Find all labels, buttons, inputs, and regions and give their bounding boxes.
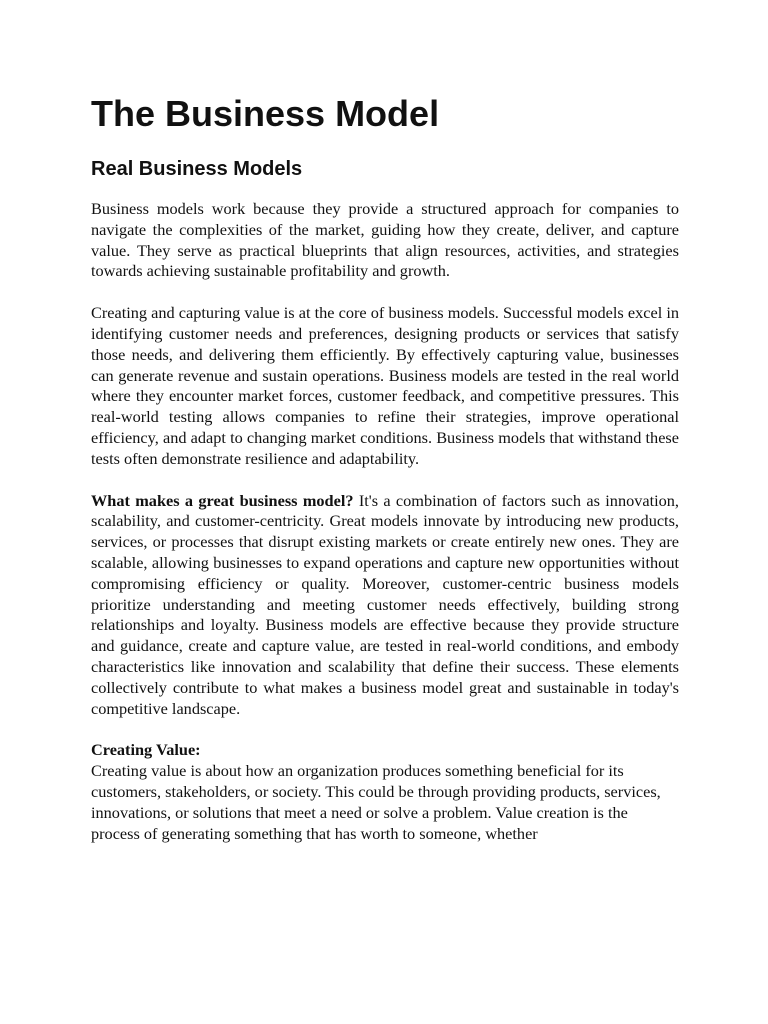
creating-value-heading: Creating Value:: [91, 740, 201, 760]
page-title: The Business Model: [91, 93, 440, 134]
section-subtitle: Real Business Models: [91, 158, 303, 180]
document-page: [91, 92, 679, 844]
paragraph-lead-question: What makes a great business model?: [91, 490, 354, 510]
paragraph-great-business-model-body: It's a combination of factors such as innovation, scalability, and customer-centricity. Great models innovate by introducing new products, services, or processes that disrupt existing markets or create entirely new ones. They are scalable, allowing businesses to expand operations and capture new opportunities without compromising efficiency or quality. Moreover, customer-centric business models prioritize understanding and meeting customer needs effectively, building strong relationships and loyalty. Business models are effective because they provide structure and guidance, create and capture value, are tested in real-world conditions, and embody characteristics like innovation and scalability that define their success. These elements collectively contribute to what makes a business model great and sustainable in today's competitive landscape.: [91, 490, 679, 718]
paragraph-business-models-work: Business models work because they provide a structured approach for companies to navigate the complexities of the market, guiding how they create, deliver, and capture value. They serve as practical blueprints that align resources, activities, and strategies towards achieving sustainable profitability and growth.: [91, 199, 679, 281]
paragraph-creating-capturing-value: Creating and capturing value is at the core of business models. Successful models excel in identifying customer needs and preferences, designing products or services that satisfy those needs, and delivering them efficiently. By effectively capturing value, businesses can generate revenue and sustain operations. Business models are tested in the real world where they encounter market forces, customer feedback, and competitive pressures. This real-world testing allows companies to refine their strategies, improve operational efficiency, and adapt to changing market conditions. Business models that withstand these tests often demonstrate resilience and adaptability.: [91, 303, 679, 468]
paragraph-creating-value: Creating value is about how an organization produces something beneficial for its customers, stakeholders, or society. This could be through providing products, services, innovations, or solutions that meet a need or solve a problem. Value creation is the process of generating something that has worth to someone, whether: [91, 761, 661, 843]
paragraph-great-business-model: [91, 491, 679, 720]
